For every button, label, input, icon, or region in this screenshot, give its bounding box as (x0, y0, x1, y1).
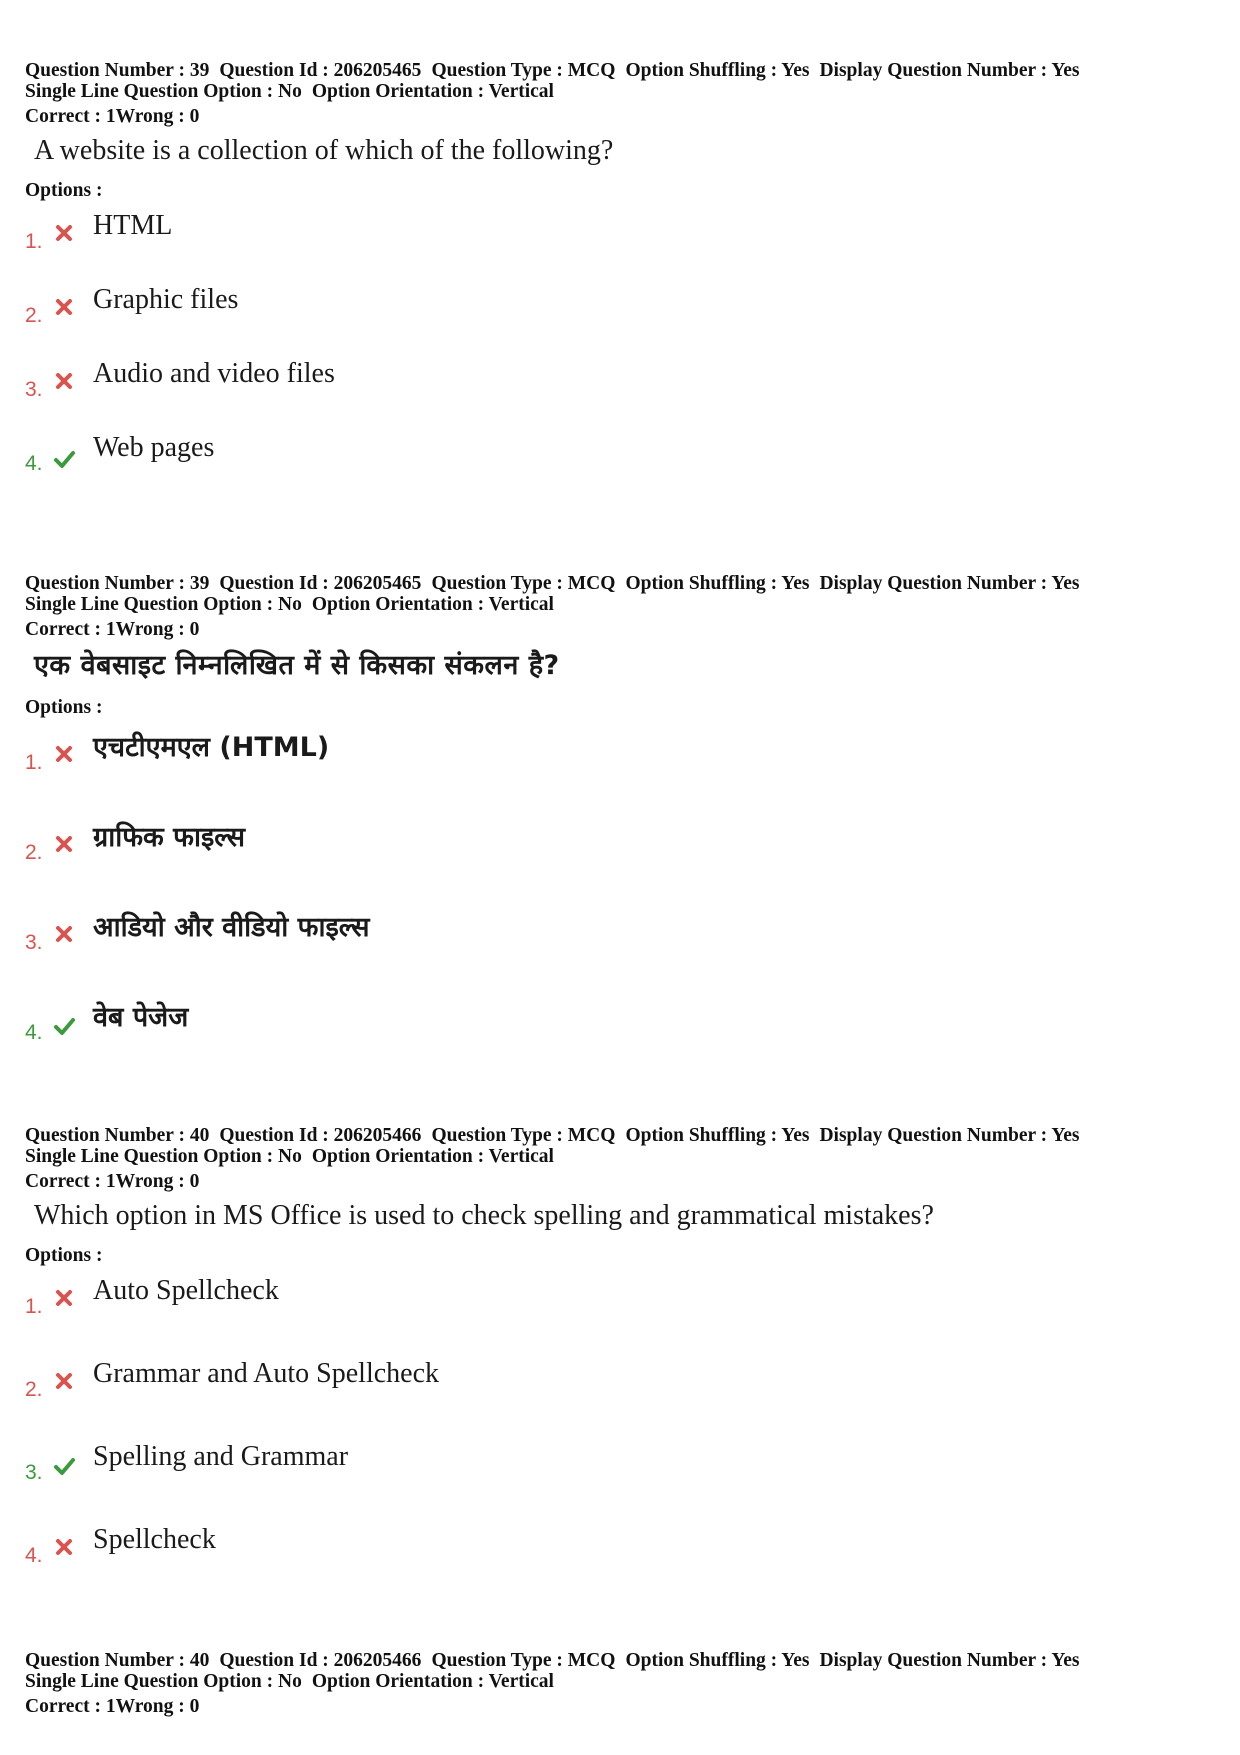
cross-icon (53, 1536, 75, 1558)
question-block-4 (25, 1650, 1200, 1718)
option-number: 1. (25, 230, 43, 253)
check-icon (53, 448, 75, 470)
option-text: Graphic files (93, 284, 239, 315)
option-text: ग्राफिक फाइल्स (93, 822, 245, 853)
option-text: Audio and video files (93, 358, 335, 389)
option-1 (25, 729, 1200, 819)
option-number: 2. (25, 1378, 43, 1401)
single-line-option: Single Line Question Option : No (25, 81, 302, 102)
question-meta-line-2 (25, 81, 1200, 102)
cross-icon (53, 296, 75, 318)
option-3 (25, 360, 1200, 434)
option-shuffling: Option Shuffling : Yes (625, 573, 810, 594)
question-number: Question Number : 39 (25, 60, 210, 81)
single-line-option: Single Line Question Option : No (25, 594, 302, 615)
option-number: 4. (25, 1544, 43, 1567)
question-type: Question Type : MCQ (431, 60, 616, 81)
display-question-number: Display Question Number : Yes (819, 60, 1080, 81)
cross-icon (53, 923, 75, 945)
question-type: Question Type : MCQ (431, 1650, 616, 1671)
correct-marks: Correct : 1 (25, 1696, 116, 1717)
option-orientation: Option Orientation : Vertical (311, 1671, 554, 1692)
question-meta-line-1 (25, 1650, 1200, 1671)
options-label: Options : (25, 180, 103, 201)
option-orientation: Option Orientation : Vertical (311, 81, 554, 102)
question-meta-line-1 (25, 60, 1200, 81)
cross-icon (53, 370, 75, 392)
question-meta-line-1 (25, 573, 1200, 594)
option-3 (25, 1443, 1200, 1526)
question-meta-line-2 (25, 594, 1200, 615)
option-number: 1. (25, 751, 43, 774)
cross-icon (53, 1287, 75, 1309)
cross-icon (53, 743, 75, 765)
option-shuffling: Option Shuffling : Yes (625, 1125, 810, 1146)
question-block-3 (25, 1125, 1200, 1586)
option-text: Web pages (93, 432, 215, 463)
option-2 (25, 1360, 1200, 1443)
question-id: Question Id : 206205466 (219, 1125, 422, 1146)
option-3 (25, 909, 1200, 999)
check-icon (53, 1015, 75, 1037)
question-id: Question Id : 206205465 (219, 573, 422, 594)
option-text: एचटीएमएल (HTML) (93, 732, 330, 763)
wrong-marks: Wrong : 0 (115, 106, 200, 127)
question-text: एक वेबसाइट निम्नलिखित में से किसका संकलन है? (34, 650, 560, 681)
display-question-number: Display Question Number : Yes (819, 1650, 1080, 1671)
marking-scheme (25, 1171, 1200, 1193)
option-2 (25, 286, 1200, 360)
option-2 (25, 819, 1200, 909)
option-text: Spellcheck (93, 1524, 216, 1555)
question-text: Which option in MS Office is used to check spelling and grammatical mistakes? (34, 1200, 934, 1231)
option-text: आडियो और वीडियो फाइल्स (93, 912, 370, 943)
options-label: Options : (25, 1245, 103, 1266)
option-4 (25, 999, 1200, 1059)
option-number: 4. (25, 1021, 43, 1044)
option-4 (25, 1526, 1200, 1586)
question-number: Question Number : 40 (25, 1125, 210, 1146)
marking-scheme (25, 1696, 1200, 1718)
correct-marks: Correct : 1 (25, 619, 116, 640)
option-text: Grammar and Auto Spellcheck (93, 1358, 440, 1389)
question-meta-line-1 (25, 1125, 1200, 1146)
question-block-1 (25, 60, 1200, 494)
option-number: 3. (25, 378, 43, 401)
cross-icon (53, 222, 75, 244)
question-type: Question Type : MCQ (431, 1125, 616, 1146)
option-shuffling: Option Shuffling : Yes (625, 60, 810, 81)
display-question-number: Display Question Number : Yes (819, 1125, 1080, 1146)
question-block-2 (25, 573, 1200, 1059)
question-id: Question Id : 206205466 (219, 1650, 422, 1671)
question-number: Question Number : 39 (25, 573, 210, 594)
option-4 (25, 434, 1200, 494)
option-number: 2. (25, 304, 43, 327)
wrong-marks: Wrong : 0 (115, 1696, 200, 1717)
cross-icon (53, 1370, 75, 1392)
option-1 (25, 212, 1200, 286)
option-number: 3. (25, 931, 43, 954)
single-line-option: Single Line Question Option : No (25, 1146, 302, 1167)
question-id: Question Id : 206205465 (219, 60, 422, 81)
question-type: Question Type : MCQ (431, 573, 616, 594)
display-question-number: Display Question Number : Yes (819, 573, 1080, 594)
marking-scheme (25, 106, 1200, 128)
options-list (25, 729, 1200, 1059)
options-list (25, 212, 1200, 494)
cross-icon (53, 833, 75, 855)
options-label: Options : (25, 697, 103, 718)
option-number: 3. (25, 1461, 43, 1484)
option-text: वेब पेजेज (93, 1002, 189, 1033)
question-meta-line-2 (25, 1671, 1200, 1692)
question-number: Question Number : 40 (25, 1650, 210, 1671)
option-number: 1. (25, 1295, 43, 1318)
question-text: A website is a collection of which of the following? (34, 135, 614, 166)
marking-scheme (25, 619, 1200, 641)
option-orientation: Option Orientation : Vertical (311, 594, 554, 615)
option-text: Spelling and Grammar (93, 1441, 349, 1472)
single-line-option: Single Line Question Option : No (25, 1671, 302, 1692)
option-1 (25, 1277, 1200, 1360)
option-orientation: Option Orientation : Vertical (311, 1146, 554, 1167)
question-meta-line-2 (25, 1146, 1200, 1167)
option-text: Auto Spellcheck (93, 1275, 279, 1306)
wrong-marks: Wrong : 0 (115, 1171, 200, 1192)
option-text: HTML (93, 210, 173, 241)
check-icon (53, 1455, 75, 1477)
option-shuffling: Option Shuffling : Yes (625, 1650, 810, 1671)
correct-marks: Correct : 1 (25, 1171, 116, 1192)
correct-marks: Correct : 1 (25, 106, 116, 127)
options-list (25, 1277, 1200, 1586)
wrong-marks: Wrong : 0 (115, 619, 200, 640)
option-number: 2. (25, 841, 43, 864)
option-number: 4. (25, 452, 43, 475)
